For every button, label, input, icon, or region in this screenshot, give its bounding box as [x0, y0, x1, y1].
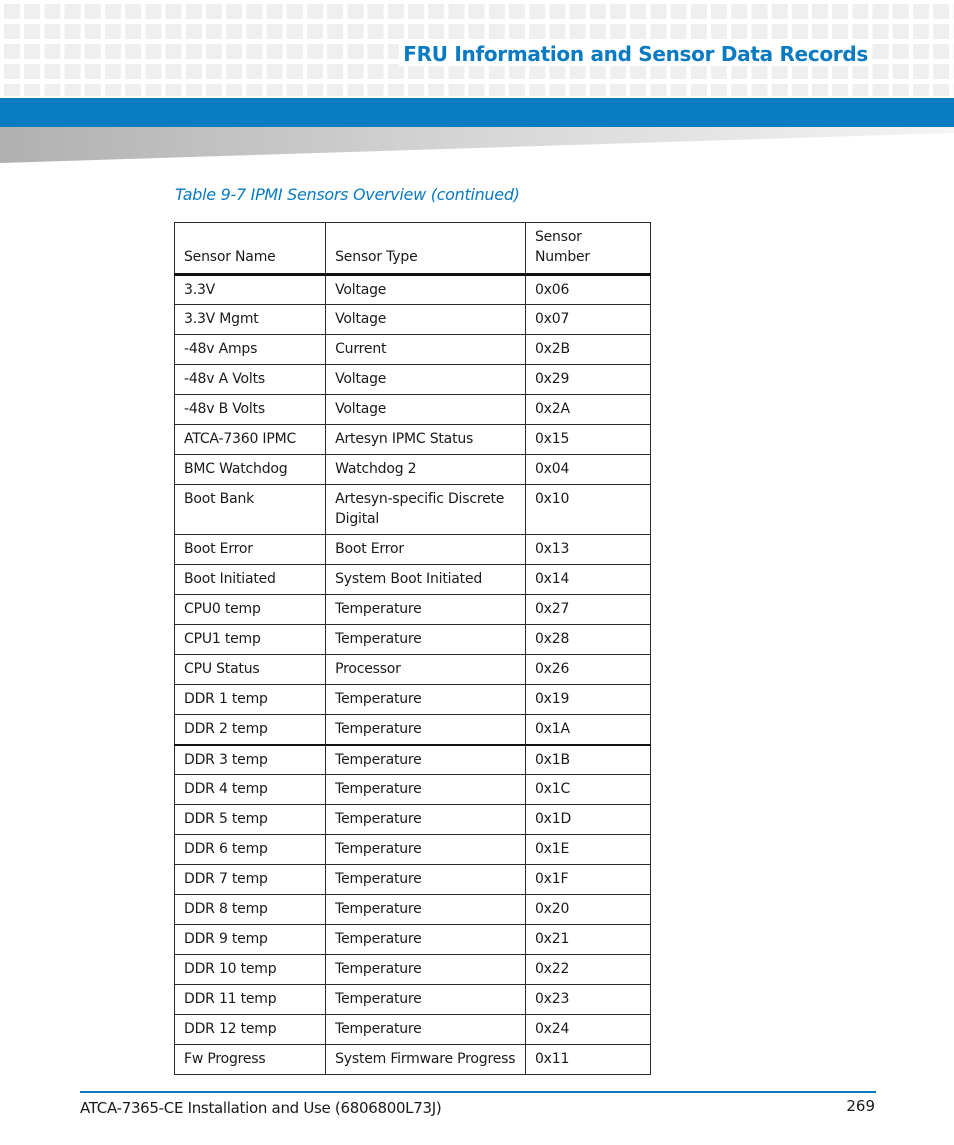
- cell-sensor-name: DDR 3 temp: [175, 745, 326, 775]
- cell-sensor-number: 0x2A: [525, 395, 650, 425]
- cell-sensor-name: DDR 6 temp: [175, 835, 326, 865]
- table-row: [175, 745, 651, 775]
- cell-sensor-number: 0x15: [525, 425, 650, 455]
- cell-sensor-name: BMC Watchdog: [175, 455, 326, 485]
- table-row: [175, 275, 651, 305]
- cell-sensor-type: Artesyn IPMC Status: [326, 425, 526, 455]
- cell-sensor-type: Temperature: [326, 895, 526, 925]
- cell-sensor-number: 0x24: [525, 1015, 650, 1045]
- cell-sensor-name: DDR 8 temp: [175, 895, 326, 925]
- cell-sensor-name: Boot Initiated: [175, 565, 326, 595]
- cell-sensor-type: Temperature: [326, 595, 526, 625]
- cell-sensor-type: Current: [326, 335, 526, 365]
- cell-sensor-number: 0x1D: [525, 805, 650, 835]
- table-row: [175, 805, 651, 835]
- cell-sensor-name: 3.3V Mgmt: [175, 305, 326, 335]
- cell-sensor-type: Voltage: [326, 395, 526, 425]
- cell-sensor-name: DDR 7 temp: [175, 865, 326, 895]
- header-swoosh: [0, 127, 954, 165]
- table-row: [175, 595, 651, 625]
- cell-sensor-name: Boot Error: [175, 535, 326, 565]
- cell-sensor-name: ATCA-7360 IPMC: [175, 425, 326, 455]
- table-row: [175, 655, 651, 685]
- table-row: [175, 865, 651, 895]
- cell-sensor-type: Voltage: [326, 305, 526, 335]
- table-row: [175, 425, 651, 455]
- cell-sensor-name: Boot Bank: [175, 485, 326, 535]
- table-row: [175, 685, 651, 715]
- header-sensor-type: Sensor Type: [326, 223, 526, 275]
- cell-sensor-number: 0x1A: [525, 715, 650, 745]
- cell-sensor-number: 0x06: [525, 275, 650, 305]
- cell-sensor-name: DDR 2 temp: [175, 715, 326, 745]
- cell-sensor-number: 0x19: [525, 685, 650, 715]
- cell-sensor-type: Temperature: [326, 625, 526, 655]
- cell-sensor-type: Boot Error: [326, 535, 526, 565]
- cell-sensor-number: 0x07: [525, 305, 650, 335]
- cell-sensor-type: Temperature: [326, 715, 526, 745]
- cell-sensor-number: 0x1E: [525, 835, 650, 865]
- cell-sensor-type: Temperature: [326, 865, 526, 895]
- cell-sensor-type: Temperature: [326, 925, 526, 955]
- header-bar: [0, 98, 954, 127]
- cell-sensor-type: System Boot Initiated: [326, 565, 526, 595]
- sensors-table: [174, 222, 651, 1075]
- table-row: [175, 1015, 651, 1045]
- cell-sensor-name: -48v A Volts: [175, 365, 326, 395]
- cell-sensor-name: 3.3V: [175, 275, 326, 305]
- cell-sensor-name: DDR 12 temp: [175, 1015, 326, 1045]
- cell-sensor-type: Voltage: [326, 365, 526, 395]
- cell-sensor-number: 0x10: [525, 485, 650, 535]
- table-row: [175, 455, 651, 485]
- table-row: [175, 925, 651, 955]
- table-row: [175, 1045, 651, 1075]
- table-row: [175, 835, 651, 865]
- table-row: [175, 565, 651, 595]
- header-sensor-name: Sensor Name: [175, 223, 326, 275]
- cell-sensor-name: -48v B Volts: [175, 395, 326, 425]
- cell-sensor-type: Temperature: [326, 805, 526, 835]
- table-row: [175, 305, 651, 335]
- cell-sensor-type: Temperature: [326, 775, 526, 805]
- cell-sensor-number: 0x22: [525, 955, 650, 985]
- cell-sensor-number: 0x21: [525, 925, 650, 955]
- cell-sensor-type: Temperature: [326, 685, 526, 715]
- table-row: [175, 535, 651, 565]
- cell-sensor-name: -48v Amps: [175, 335, 326, 365]
- footer-doc-title: ATCA-7365-CE Installation and Use (6806800L73J): [80, 1099, 442, 1117]
- table-row: [175, 485, 651, 535]
- cell-sensor-number: 0x29: [525, 365, 650, 395]
- page-title: FRU Information and Sensor Data Records: [399, 42, 872, 66]
- header-sensor-number: Sensor Number: [525, 223, 650, 275]
- cell-sensor-type: Temperature: [326, 745, 526, 775]
- cell-sensor-name: DDR 9 temp: [175, 925, 326, 955]
- table-row: [175, 955, 651, 985]
- table-row: [175, 715, 651, 745]
- table-row: [175, 335, 651, 365]
- cell-sensor-name: DDR 1 temp: [175, 685, 326, 715]
- table-row: [175, 395, 651, 425]
- cell-sensor-name: CPU0 temp: [175, 595, 326, 625]
- cell-sensor-type: Processor: [326, 655, 526, 685]
- cell-sensor-name: DDR 5 temp: [175, 805, 326, 835]
- table-header-row: [175, 223, 651, 275]
- cell-sensor-type: Artesyn-specific Discrete Digital: [326, 485, 526, 535]
- table-caption: Table 9-7 IPMI Sensors Overview (continued): [175, 185, 520, 204]
- cell-sensor-type: Temperature: [326, 955, 526, 985]
- cell-sensor-number: 0x2B: [525, 335, 650, 365]
- cell-sensor-type: Voltage: [326, 275, 526, 305]
- table-row: [175, 625, 651, 655]
- cell-sensor-number: 0x04: [525, 455, 650, 485]
- page-number: 269: [846, 1097, 875, 1115]
- table-row: [175, 775, 651, 805]
- cell-sensor-name: CPU Status: [175, 655, 326, 685]
- cell-sensor-number: 0x1B: [525, 745, 650, 775]
- cell-sensor-number: 0x28: [525, 625, 650, 655]
- table-row: [175, 895, 651, 925]
- cell-sensor-number: 0x11: [525, 1045, 650, 1075]
- cell-sensor-name: DDR 10 temp: [175, 955, 326, 985]
- table-row: [175, 365, 651, 395]
- cell-sensor-number: 0x1F: [525, 865, 650, 895]
- cell-sensor-type: Temperature: [326, 1015, 526, 1045]
- cell-sensor-number: 0x27: [525, 595, 650, 625]
- footer-rule: [80, 1091, 876, 1093]
- cell-sensor-number: 0x13: [525, 535, 650, 565]
- cell-sensor-type: Temperature: [326, 985, 526, 1015]
- cell-sensor-name: CPU1 temp: [175, 625, 326, 655]
- cell-sensor-number: 0x23: [525, 985, 650, 1015]
- cell-sensor-number: 0x20: [525, 895, 650, 925]
- table-row: [175, 985, 651, 1015]
- cell-sensor-name: DDR 4 temp: [175, 775, 326, 805]
- cell-sensor-name: DDR 11 temp: [175, 985, 326, 1015]
- cell-sensor-type: System Firmware Progress: [326, 1045, 526, 1075]
- cell-sensor-name: Fw Progress: [175, 1045, 326, 1075]
- cell-sensor-number: 0x26: [525, 655, 650, 685]
- cell-sensor-type: Watchdog 2: [326, 455, 526, 485]
- cell-sensor-type: Temperature: [326, 835, 526, 865]
- cell-sensor-number: 0x14: [525, 565, 650, 595]
- cell-sensor-number: 0x1C: [525, 775, 650, 805]
